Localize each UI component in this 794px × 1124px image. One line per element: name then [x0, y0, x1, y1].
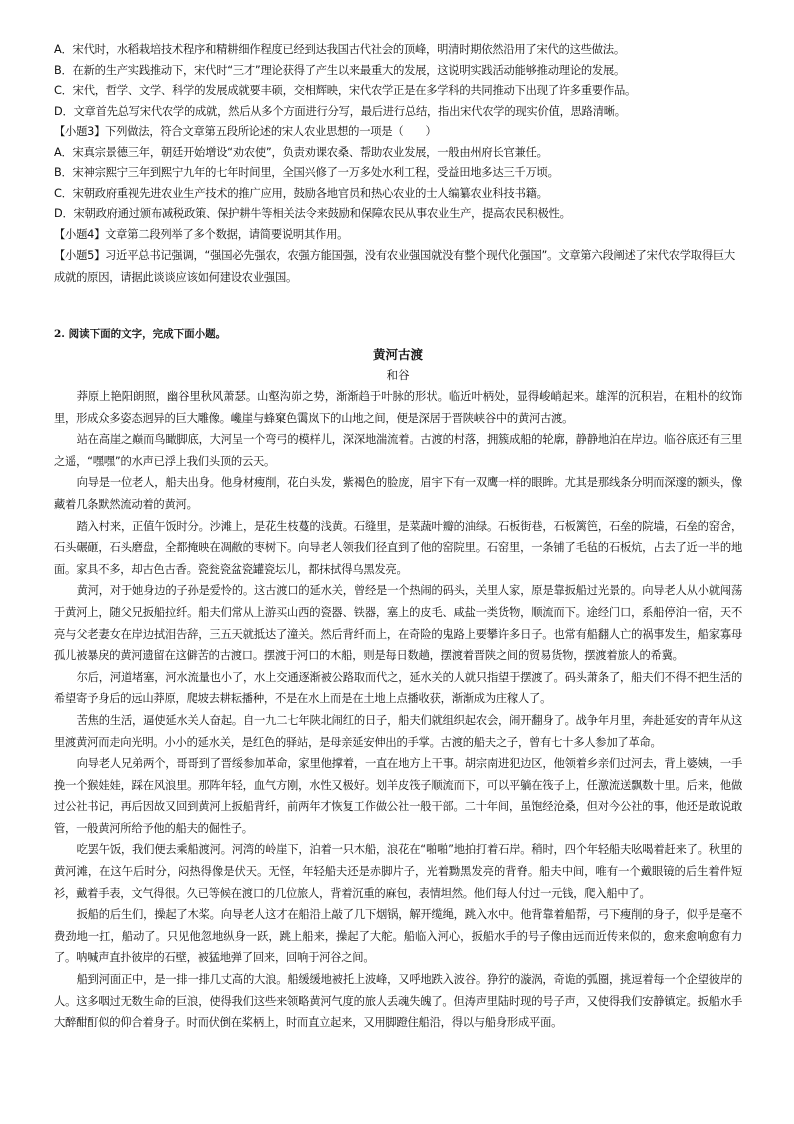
- paragraph: 吃罢午饭，我们便去乘船渡河。河湾的岭崖下，泊着一只木船，浪花在“啪啪”地拍打着石岸。稍时，四个年轻船夫吆喝着赶来了。秋里的黄河滩，在这午后时分，闷热得像是伏天。无怪，年轻船夫还是赤脚片子，光着黝黑发亮的背脊。船夫中间，唯有一个戴眼镜的后生着件短衫，戴着手表，文气得很。久已等候在渡口的几位旅人，背着沉重的麻包，表情坦然。他们每人付过一元钱，爬入船中了。: [54, 843, 742, 900]
- option-line: B．在新的生产实践推动下，宋代时“三才”理论获得了产生以来最重大的发展，这说明实践活动能够推动理论的发展。: [54, 63, 626, 77]
- question-5: 【小题5】习近平总书记强调，“强国必先强农，农强方能国强，没有农业强国就没有整个现代化强国”。文章第六段阐述了宋代农学取得巨大成就的原因，请据此谈谈应该如何建设农业强国。: [54, 249, 735, 284]
- paragraph: 踏入村来，正值午饭时分。沙滩上，是花生枝蔓的浅黄。石缝里，是菜蔬叶瓣的油绿。石板街巷，石板篱笆，石垒的院墙，石垒的窑舍，石头碾砸，石头磨盘，全都掩映在凋敝的枣树下。向导老人领我们径直到了他的窑院里。石窑里，一条铺了毛毡的石板炕，占去了近一半的地面。家具不多，却古色古香。瓷瓮瓷盆瓷罐瓷坛儿，都抹拭得乌黑发亮。: [54, 519, 742, 576]
- article-body: [54, 386, 742, 1034]
- option-line: A．宋代时，水稻栽培技术程序和精耕细作程度已经到达我国古代社会的顶峰，明清时期依然沿用了宋代的这些做法。: [54, 43, 625, 56]
- questions-top: [54, 40, 742, 288]
- option-line: C．宋代，哲学、文学、科学的发展成就要丰硕，交相辉映，宋代农学正是在多学科的共同推动下出现了许多重要作品。: [54, 84, 637, 97]
- paragraph: 莽原上艳阳朗照，幽谷里秋风萧瑟。山壑沟峁之势，渐渐趋于叶脉的形状。临近叶柄处，显得峻峭起来。雄浑的沉积岩，在粗朴的纹饰里，形成众多姿态迥异的巨大雕像。巉崖与蜂窠色霭岚下的山地之间，便是深居于晋陕峡谷中的黄河古渡。: [54, 390, 742, 425]
- paragraph: 黄河，对于她身边的子孙是爱怜的。这古渡口的延水关，曾经是一个热闹的码头，关里人家，原是靠扳船过光景的。向导老人从小就闯荡于黄河上，随父兄扳船拉纤。船夫们常从上游买山西的瓷器、铁器，塞上的皮毛、咸盐一类货物，顺流而下。途经门口，系船停泊一宿，天不亮与父老妻女在岸边拭泪告辞，三五天就抵达了潼关。然后背纤而上，在奇险的鬼路上要攀许多日子。也常有船翻人亡的祸事发生，船家寡母孤儿被暴戾的黄河遗留在这僻苦的古渡口。摆渡于河口的木船，则是每日数趟，摆渡着晋陕之间的贸易货物，摆渡着旅人的希冀。: [54, 584, 742, 663]
- paragraph: 向导是一位老人，船夫出身。他身材瘦削，花白头发，紫褐色的脸庞，眉宇下有一双鹰一样的眼眸。尤其是那线条分明而深邃的额头，像藏着几条默然流动着的黄河。: [54, 476, 742, 511]
- paragraph: 尔后，河道堵塞，河水流量也小了，水上交通逐渐被公路取而代之，延水关的人就只指望于摆渡了。码头萧条了，船夫们不得不把生活的希望寄予身后的远山莽原，爬坡去耕耘播种，不是在水上而是在土地上点播收获，渐渐成为庄稼人了。: [54, 670, 742, 706]
- paragraph: 苦焦的生活，逼使延水关人奋起。自一九二七年陕北闹红的日子，船夫们就组织起农会，闹开翻身了。战争年月里，奔赴延安的青年从这里渡黄河而走向光明。小小的延水关，是红色的驿站，是母亲延安伸出的手掌。古渡的船夫之子，曾有七十多人参加了革命。: [54, 713, 742, 749]
- question-line: 【小题4】文章第二段列举了多个数据，请简要说明其作用。: [54, 227, 349, 241]
- article-title: 黄河古渡: [372, 347, 423, 362]
- question-line: 【小题3】下列做法，符合文章第五段所论述的宋人农业思想的一项是（ ）: [54, 125, 437, 138]
- paragraph: 站在高崖之巅而鸟瞰脚底，大河呈一个弯弓的模样儿，深深地湍流着。古渡的村落，拥簇成船的轮廓，静静地泊在岸边。临谷底还有三里之遥，“嘿嘿”的水声已浮上我们头顶的云天。: [54, 433, 742, 468]
- option-line: A．宋真宗景德三年，朝廷开始增设“劝农使”，负责劝课农桑、帮助农业发展，一般由州府长官兼任。: [54, 145, 548, 159]
- option-line: D．宋朝政府通过颁布减税政策、保护耕牛等相关法令来鼓励和保障农民从事农业生产，提高农民积极性。: [54, 207, 571, 220]
- option-line: C．宋朝政府重视先进农业生产技术的推广应用，鼓励各地官员和热心农业的士人编纂农业科技书籍。: [54, 186, 548, 200]
- option-line: B．宋神宗熙宁三年到熙宁九年的七年时间里，全国兴修了一万多处水利工程，受益田地多达三千万顷。: [54, 166, 559, 179]
- paragraph: 向导老人兄弟两个，哥哥到了晋绥参加革命，家里他撑着，一直在地方上干事。胡宗南进犯边区，他领着乡亲们过河去，背上婆姨，一手挽一个猴娃娃，踩在风浪里。那阵年轻，血气方刚，水性又极好。划羊皮筏子顺流而下，可以平躺在筏子上，任激流送飘数十里。后来，他做过公社书记，再后因故又回到黄河上扳船背纤，前两年才恢复工作做公社一般干部。二十年间，虽饱经沧桑，但对今公社的事，他还是敢说敢管，一般黄河所给予他的船夫的倔性子。: [54, 757, 742, 835]
- section-heading: 2. 阅读下面的文字，完成下面小题。: [54, 328, 227, 340]
- paragraph: 船到河面正中，是一排一排几丈高的大浪。船缓缓地被托上波峰，又呼地跌入波谷。狰狞的漩涡，奇诡的弧圈，挑逗着每一个企望彼岸的人。这多咽过无数生命的巨浪，使得我们这些来领略黄河气度的旅人丢魂失魄了。但涛声里陆时现的号子声，又使得我们安静镇定。扳船水手大醉酣酊似的仰合着身子。时而伏倒在桨柄上，时而直立起来，又用脚蹬住船沿，得以与船身形成平面。: [54, 973, 742, 1030]
- paragraph: 扳船的后生们，操起了木桨。向导老人这才在船沿上敲了几下烟锅，解开缆绳，跳入水中。他背靠着船帮，弓下瘦削的身子，似乎是毫不费劲地一扛，船动了。只见他忽地纵身一跃，跳上船来，操起了大舵。船临入河心，扳船水手的号子像由远而近传来似的，愈来愈响愈有力了。呐喊声直扑彼岸的石壁，被猛地弹了回来，回响于河谷之间。: [54, 908, 742, 965]
- article-author: 和谷: [386, 368, 410, 382]
- option-line: D．文章首先总写宋代农学的成就，然后从多个方面进行分写，最后进行总结，指出宋代农学的现实价值，思路清晰。: [54, 104, 626, 118]
